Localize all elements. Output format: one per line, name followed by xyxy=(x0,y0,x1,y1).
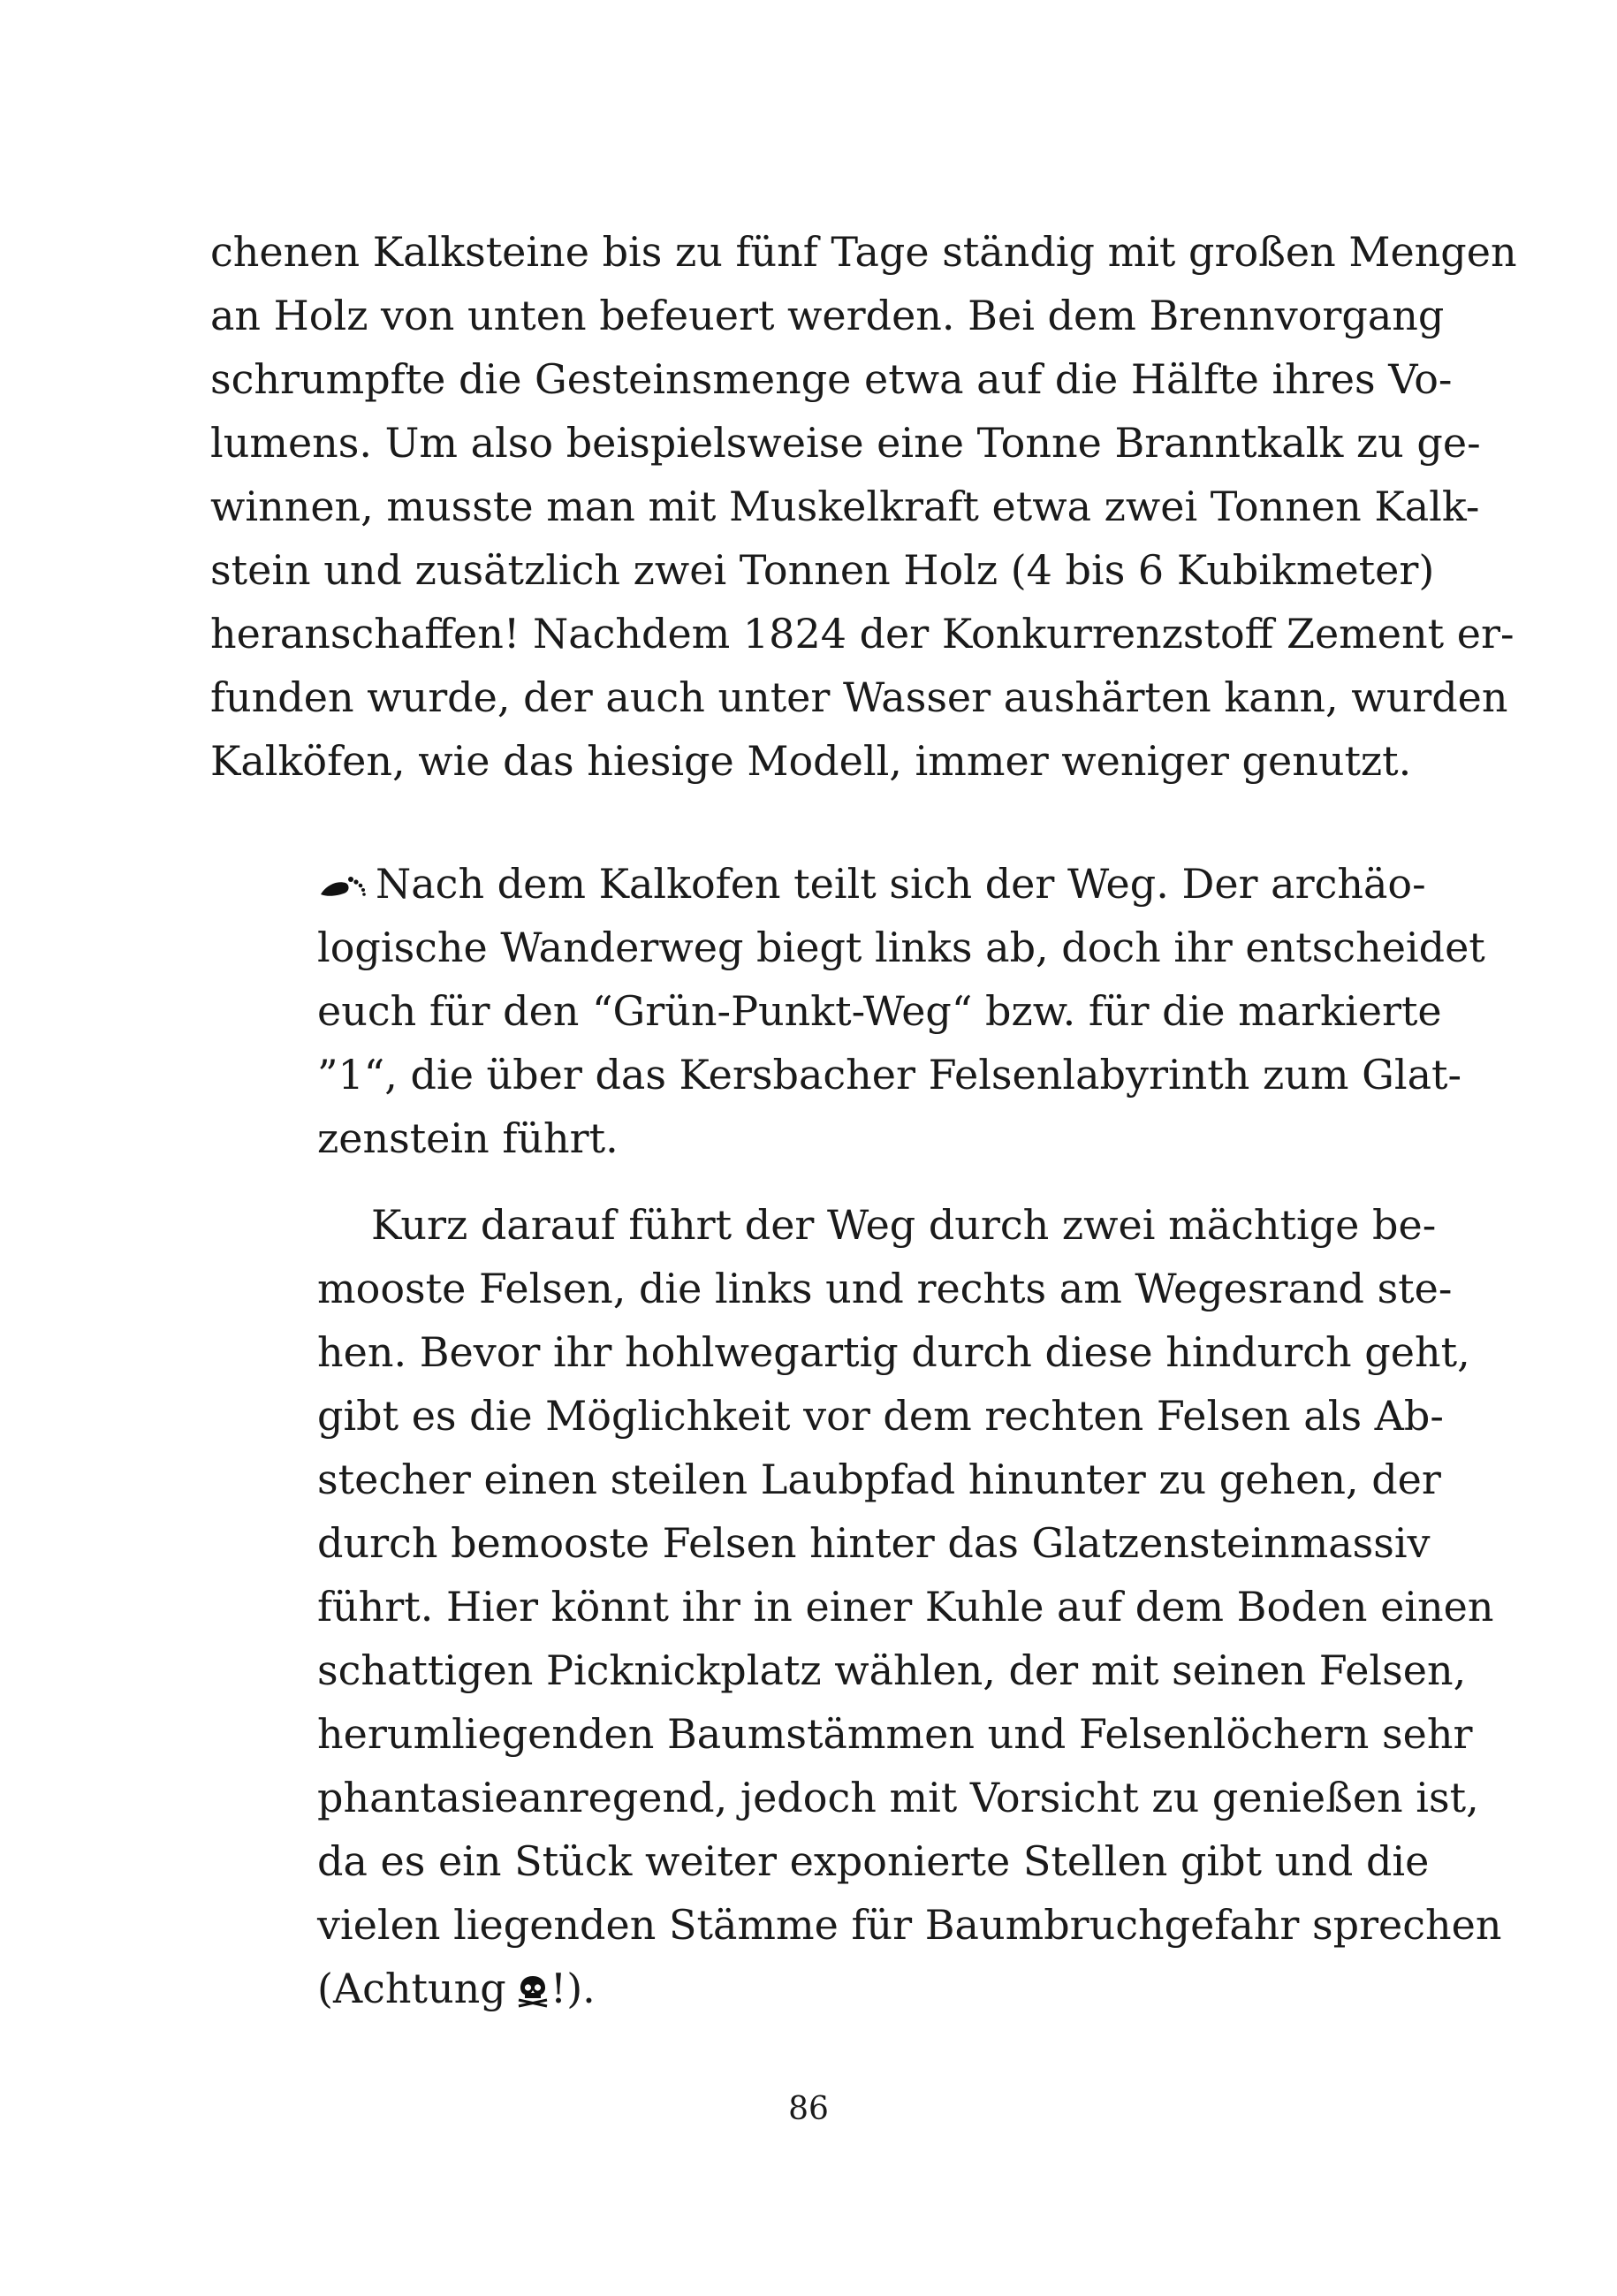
text-line xyxy=(317,857,1426,910)
text-line: phantasieanregend, jedoch mit Vorsicht zu genießen ist, xyxy=(317,1774,1479,1821)
text-line: heranschaffen! Nachdem 1824 der Konkurrenzstoff Zement er- xyxy=(210,610,1515,658)
text-line: stein und zusätzlich zwei Tonnen Holz (4 bis 6 Kubikmeter) xyxy=(210,546,1435,594)
text-line: durch bemooste Felsen hinter das Glatzensteinmassiv xyxy=(317,1519,1431,1567)
text-line: funden wurde, der auch unter Wasser aushärten kann, wurden xyxy=(210,673,1508,721)
text-line: stecher einen steilen Laubpfad hinunter zu gehen, der xyxy=(317,1456,1441,1503)
text-line: chenen Kalksteine bis zu fünf Tage ständig mit großen Mengen xyxy=(210,228,1517,276)
text-line: führt. Hier könnt ihr in einer Kuhle auf dem Boden einen xyxy=(317,1583,1494,1631)
text-line-content: Nach dem Kalkofen teilt sich der Weg. Der archäo- xyxy=(376,860,1426,908)
skull-warning-icon xyxy=(515,1967,550,2003)
page-number: 86 xyxy=(788,2091,829,2127)
text-line: hen. Bevor ihr hohlwegartig durch diese hindurch geht, xyxy=(317,1328,1470,1376)
text-line: lumens. Um also beispielsweise eine Tonne Branntkalk zu ge- xyxy=(210,419,1481,467)
text-line: vielen liegenden Stämme für Baumbruchgefahr sprechen xyxy=(317,1901,1502,1949)
text-line-content: (Achtung xyxy=(317,1965,506,2012)
text-line: ”1“, die über das Kersbacher Felsenlabyrinth zum Glat- xyxy=(317,1051,1462,1099)
text-line: an Holz von unten befeuert werden. Bei dem Brennvorgang xyxy=(210,292,1445,339)
text-line: gibt es die Möglichkeit vor dem rechten Felsen als Ab- xyxy=(317,1392,1444,1440)
footprint-icon xyxy=(317,863,370,898)
text-line: da es ein Stück weiter exponierte Stellen gibt und die xyxy=(317,1837,1430,1885)
text-line: winnen, musste man mit Muskelkraft etwa zwei Tonnen Kalk- xyxy=(210,483,1480,530)
text-line: herumliegenden Baumstämmen und Felsenlöchern sehr xyxy=(317,1710,1473,1758)
text-line-content: !). xyxy=(550,1965,596,2012)
text-line: Kalköfen, wie das hiesige Modell, immer weniger genutzt. xyxy=(210,737,1412,785)
text-line xyxy=(317,1962,1359,2015)
text-line: zenstein führt. xyxy=(317,1114,619,1162)
text-line: schrumpfte die Gesteinsmenge etwa auf die Hälfte ihres Vo- xyxy=(210,355,1453,403)
text-line: schattigen Picknickplatz wählen, der mit seinen Felsen, xyxy=(317,1646,1467,1694)
text-line: mooste Felsen, die links und rechts am Wegesrand ste- xyxy=(317,1265,1453,1312)
text-line: Kurz darauf führt der Weg durch zwei mächtige be- xyxy=(371,1201,1437,1249)
text-line: logische Wanderweg biegt links ab, doch ihr entscheidet xyxy=(317,924,1485,971)
text-line: euch für den “Grün-Punkt-Weg“ bzw. für die markierte xyxy=(317,987,1442,1035)
